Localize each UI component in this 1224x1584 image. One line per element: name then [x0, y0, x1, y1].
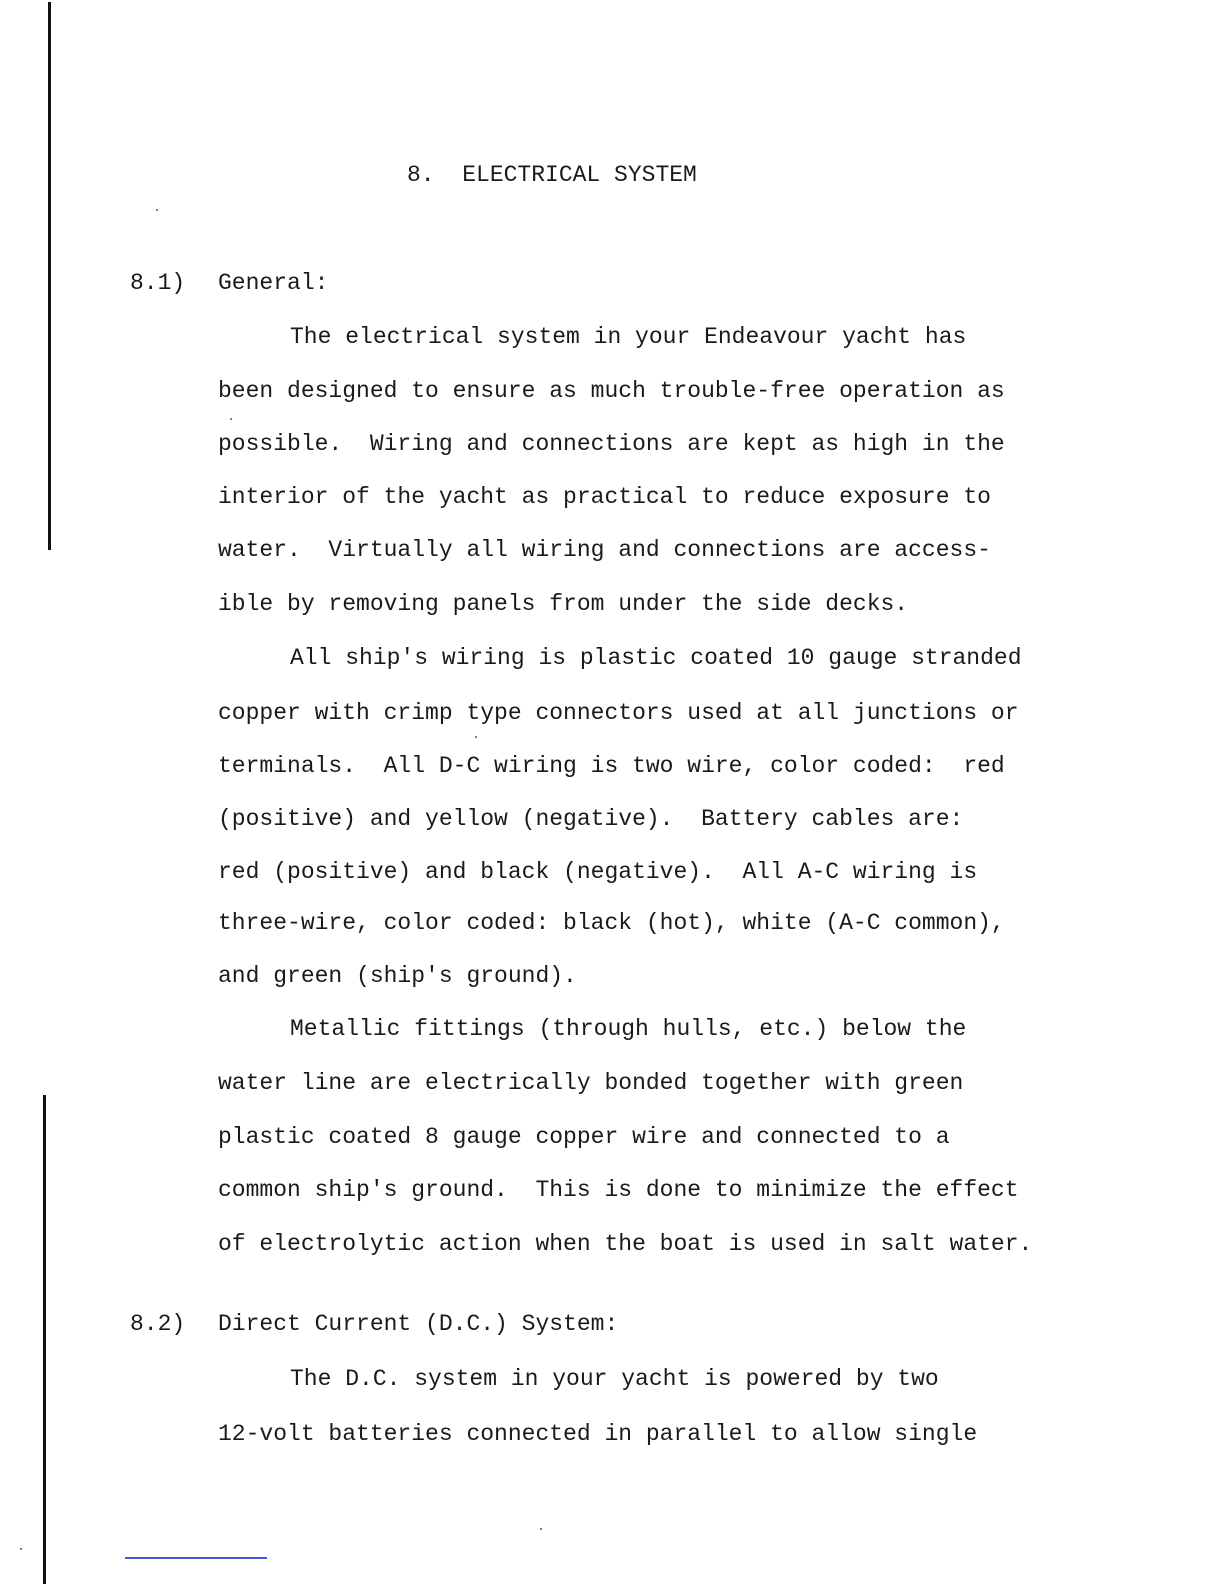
body-line: ible by removing panels from under the side decks.	[218, 591, 909, 617]
scan-speck	[20, 1548, 22, 1550]
section-title: General:	[218, 270, 329, 296]
body-line: three-wire, color coded: black (hot), white (A-C common),	[218, 910, 1005, 936]
body-line: 12-volt batteries connected in parallel to allow single	[218, 1421, 978, 1447]
body-line: Metallic fittings (through hulls, etc.) below the	[290, 1016, 967, 1042]
scan-speck	[540, 1528, 542, 1530]
body-line: terminals. All D-C wiring is two wire, color coded: red	[218, 753, 1005, 779]
body-line: (positive) and yellow (negative). Battery cables are:	[218, 806, 964, 832]
page-heading: 8. ELECTRICAL SYSTEM	[407, 162, 697, 188]
margin-change-bar-lower	[43, 1095, 46, 1584]
body-line: water. Virtually all wiring and connections are access-	[218, 537, 991, 563]
section-number: 8.2)	[130, 1311, 186, 1337]
body-line: The electrical system in your Endeavour yacht has	[290, 324, 967, 350]
body-line: been designed to ensure as much trouble-free operation as	[218, 378, 1005, 404]
scan-speck	[156, 209, 158, 211]
body-line: possible. Wiring and connections are kept as high in the	[218, 431, 1005, 457]
body-line: of electrolytic action when the boat is used in salt water.	[218, 1231, 1033, 1257]
margin-change-bar-upper	[48, 2, 51, 550]
body-line: plastic coated 8 gauge copper wire and connected to a	[218, 1124, 950, 1150]
scan-speck	[475, 736, 477, 738]
body-line: common ship's ground. This is done to minimize the effect	[218, 1177, 1019, 1203]
body-line: red (positive) and black (negative). All A-C wiring is	[218, 859, 978, 885]
body-line: The D.C. system in your yacht is powered by two	[290, 1366, 939, 1392]
footnote-rule	[125, 1557, 267, 1559]
section-title: Direct Current (D.C.) System:	[218, 1311, 619, 1337]
body-line: water line are electrically bonded together with green	[218, 1070, 964, 1096]
scan-speck	[230, 418, 232, 420]
body-line: copper with crimp type connectors used at all junctions or	[218, 700, 1019, 726]
body-line: interior of the yacht as practical to reduce exposure to	[218, 484, 991, 510]
body-line: and green (ship's ground).	[218, 963, 577, 989]
section-number: 8.1)	[130, 270, 186, 296]
body-line: All ship's wiring is plastic coated 10 gauge stranded	[290, 645, 1022, 671]
